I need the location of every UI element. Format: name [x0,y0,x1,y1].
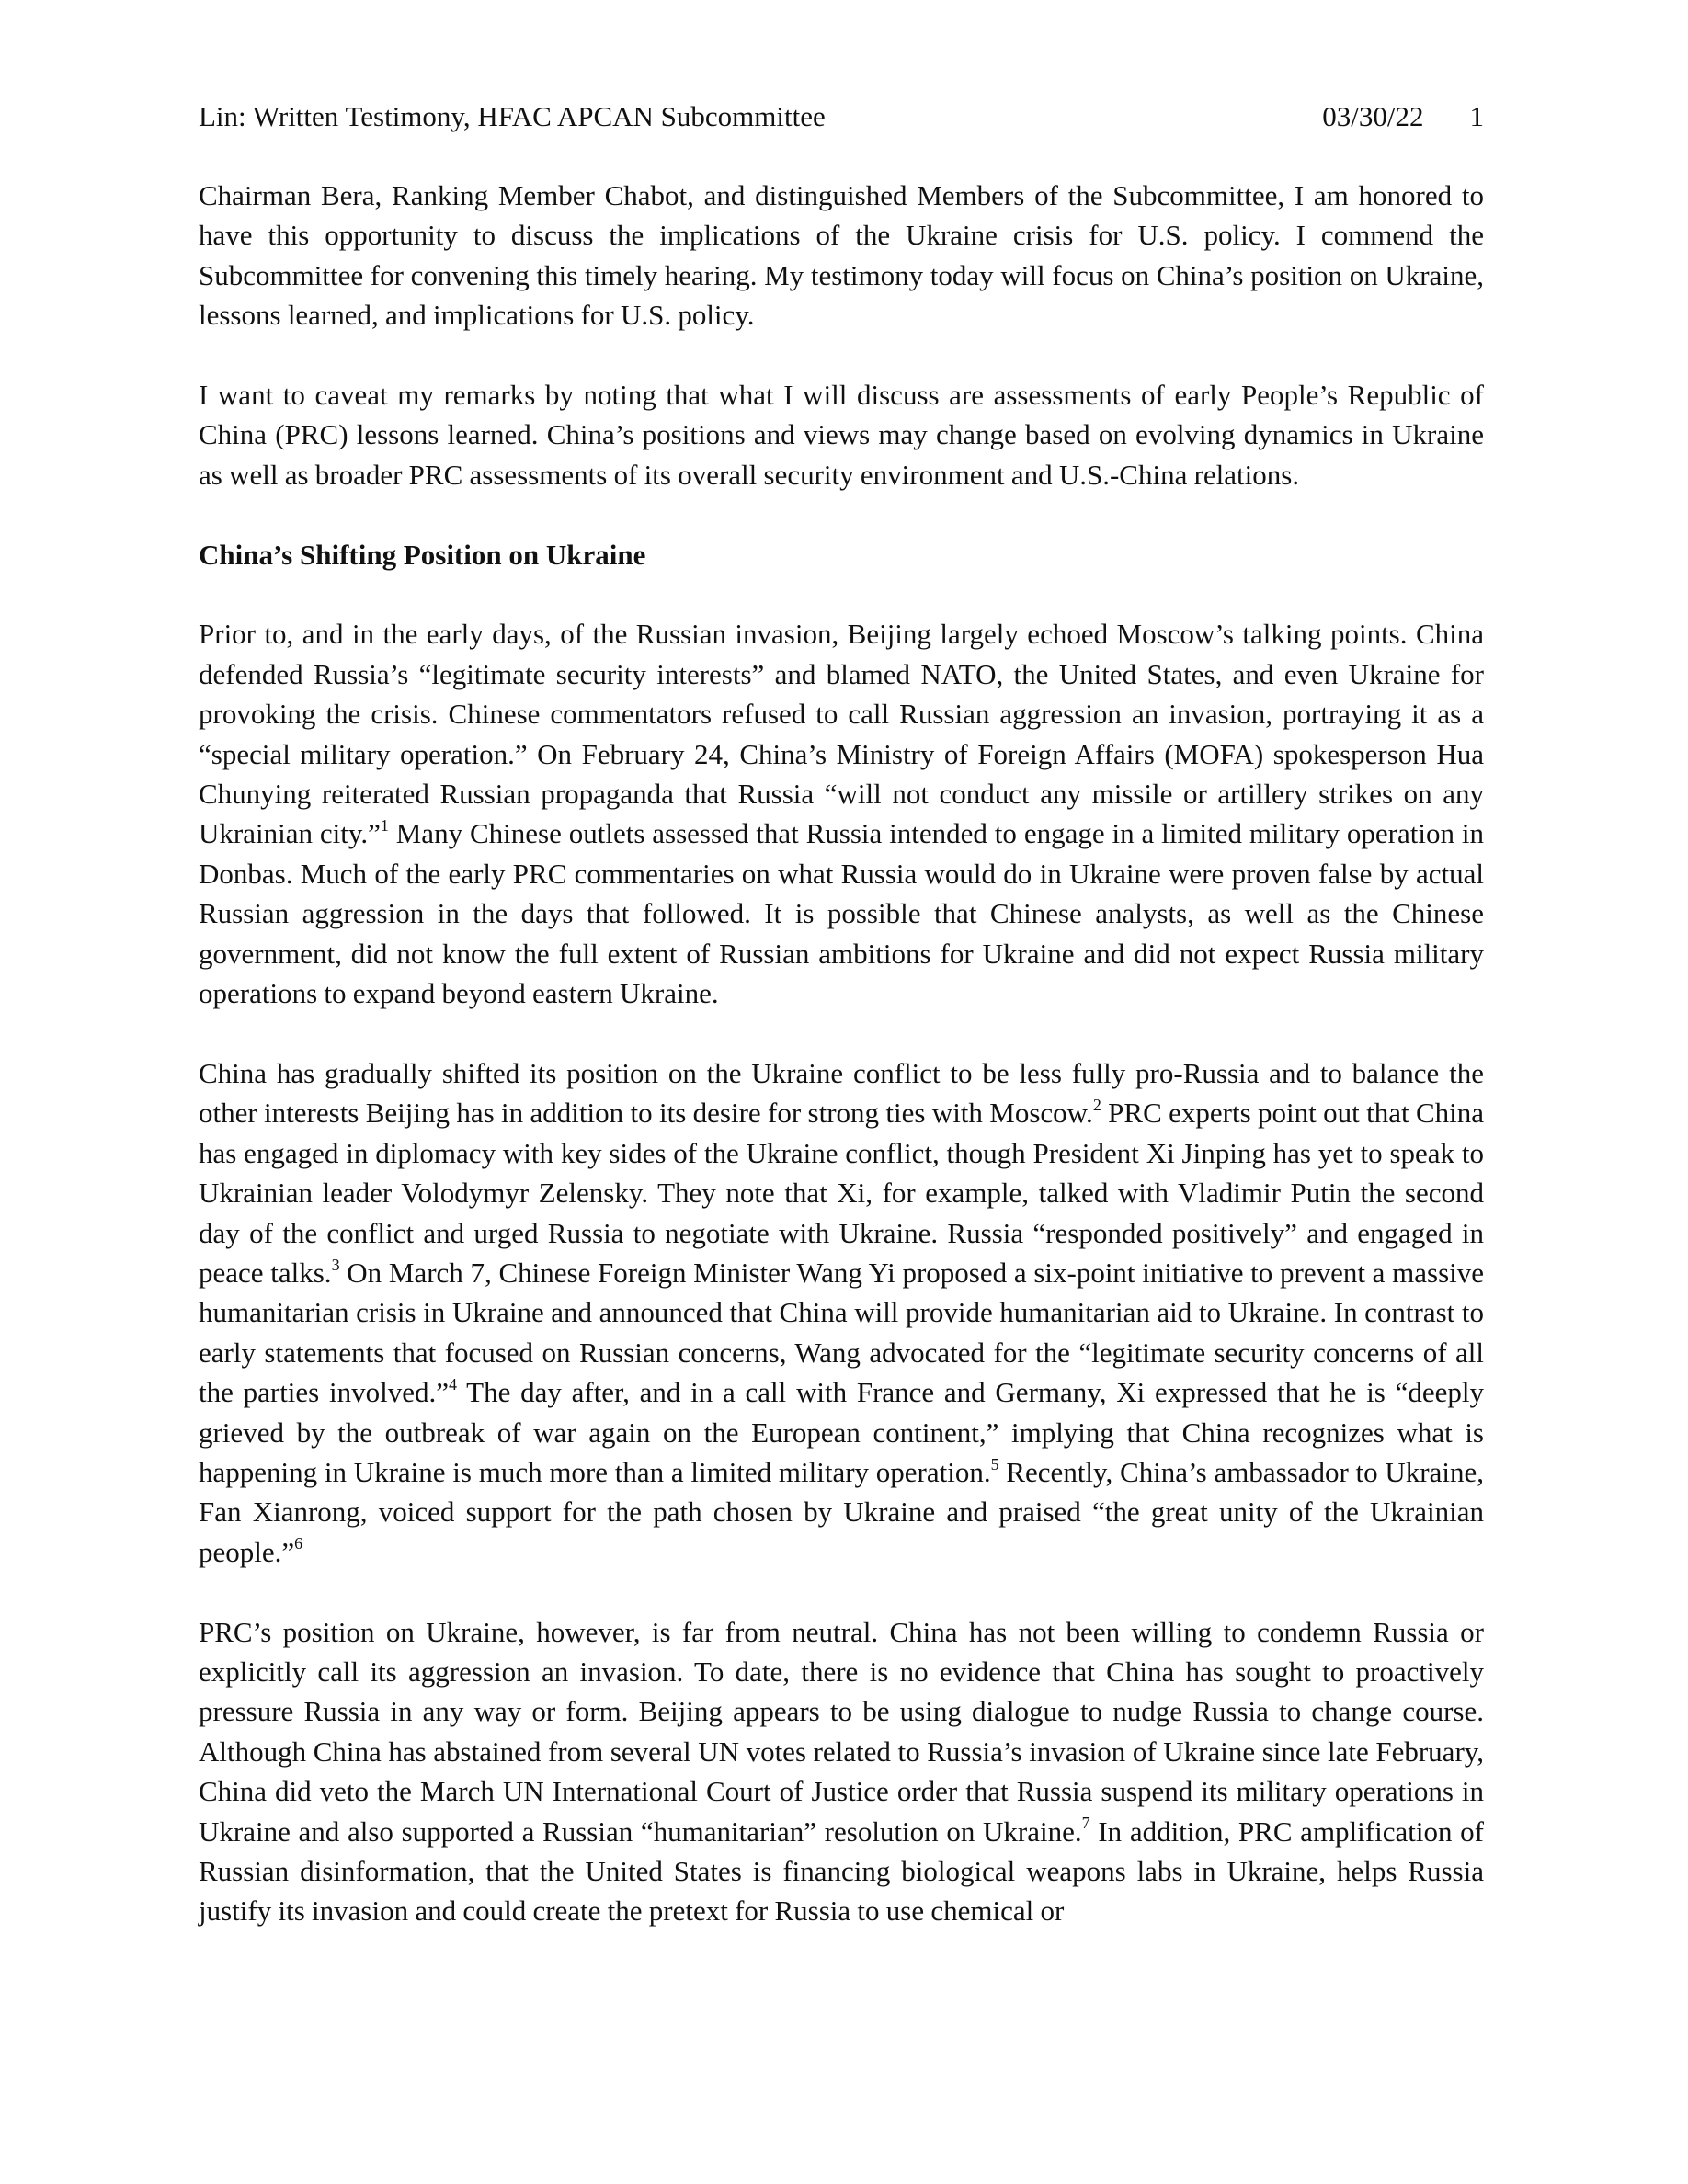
text-run: The day after, and in a call with France and Germany, Xi expressed that he is “deeply grieved by the outbreak of war again on the European continent,” implying that China recognizes what is happening in Ukraine is much more than a limited military operation. [199,1376,1484,1488]
text-run: On March 7, Chinese Foreign Minister Wang Yi proposed a six-point initiative to prevent a massive humanitarian crisis in Ukraine and announced that China will provide humanitarian aid to Ukraine. In contrast to early statements that focused on Russian concerns, Wang advocated for the “legitimate security concerns of all the parties involved.” [199,1256,1485,1409]
section-heading: China’s Shifting Position on Ukraine [199,538,646,571]
text-run: Prior to, and in the early days, of the Russian invasion, Beijing largely echoed Moscow’s talking points. China defended Russia’s “legitimate security interests” and blamed NATO, the United States, and even Ukraine for provoking the crisis. Chinese commentators refused to call Russian aggression an invasion, portraying it as a “special military operation.” On February 24, China’s Ministry of Foreign Affairs (MOFA) spokesperson Hua Chunying reiterated Russian propaganda that Russia “will not conduct any missile or artillery strikes on any Ukrainian city.” [199,618,1484,850]
footnote-ref-4[interactable]: 4 [448,1374,457,1393]
text-run: Recently, China’s ambassador to Ukraine, Fan Xianrong, voiced support for the path chosen by Ukraine and praised “the great unity of the Ukrainian people.” [199,1455,1484,1568]
text-run: PRC’s position on Ukraine, however, is far from neutral. China has not been willing to condemn Russia or explicitly call its aggression an invasion. To date, there is no evidence that China has sought to proactively pressure Russia in any way or form. Beijing appears to be using dialogue to nudge Russia to change course. Although China has abstained from several UN votes related to Russia’s invasion of Ukraine since late February, China did veto the March UN International Court of Justice order that Russia suspend its military operations in Ukraine and also supported a Russian “humanitarian” resolution on Ukraine. [199,1615,1484,1848]
paragraph-not-neutral [199,1612,1484,1931]
document-body [199,176,1484,1931]
text-run: In addition, PRC amplification of Russian disinformation, that the United States is financing biological weapons labs in Ukraine, helps Russia justify its invasion and could create the pretext for Russia to use chemical or [199,1814,1484,1928]
text-run: China has gradually shifted its position on the Ukraine conflict to be less fully pro-Russia and to balance the other interests Beijing has in addition to its desire for strong ties with Moscow. [199,1056,1484,1130]
footnote-ref-3[interactable]: 3 [331,1255,340,1274]
footnote-ref-7[interactable]: 7 [1081,1814,1090,1833]
page-header [199,97,1484,137]
document-page [199,97,1484,1971]
paragraph-intro: Chairman Bera, Ranking Member Chabot, and distinguished Members of the Subcommittee, I am honored to have this opportunity to discuss the implications of the Ukraine crisis for U.S. policy. I commend the Subcommittee for convening this timely hearing. My testimony today will focus on China’s position on Ukraine, lessons learned, and implications for U.S. policy. [199,179,1484,332]
footnote-ref-1[interactable]: 1 [380,816,389,836]
paragraph-early-position [199,614,1484,1013]
text-run: PRC experts point out that China has engaged in diplomacy with key sides of the Ukraine conflict, though President Xi Jinping has yet to speak to Ukrainian leader Volodymyr Zelensky. They note that Xi, for example, talked with Vladimir Putin the second day of the conflict and urged Russia to negotiate with Ukraine. Russia “responded positively” and engaged in peace talks. [199,1097,1484,1289]
paragraph-shift [199,1053,1484,1572]
paragraph-caveat: I want to caveat my remarks by noting that what I will discuss are assessments of early People’s Republic of China (PRC) lessons learned. China’s positions and views may change based on evolving dynamics in Ukraine as well as broader PRC assessments of its overall security environment and U.S.-China relations. [199,379,1484,491]
page-number: 1 [1469,100,1484,132]
footnote-ref-2[interactable]: 2 [1092,1095,1101,1114]
footnote-ref-6[interactable]: 6 [294,1534,303,1553]
text-run: Many Chinese outlets assessed that Russia intended to engage in a limited military operation in Donbas. Much of the early PRC commentaries on what Russia would do in Ukraine were proven false by actual Russian aggression in the days that followed. It is possible that Chinese analysts, as well as the Chinese government, did not know the full extent of Russian ambitions for Ukraine and did not expect Russia military operations to expand beyond eastern Ukraine. [199,817,1484,1010]
header-title: Lin: Written Testimony, HFAC APCAN Subcommittee [199,100,826,132]
footnote-ref-5[interactable]: 5 [990,1454,999,1473]
header-date: 03/30/22 [1322,100,1424,132]
